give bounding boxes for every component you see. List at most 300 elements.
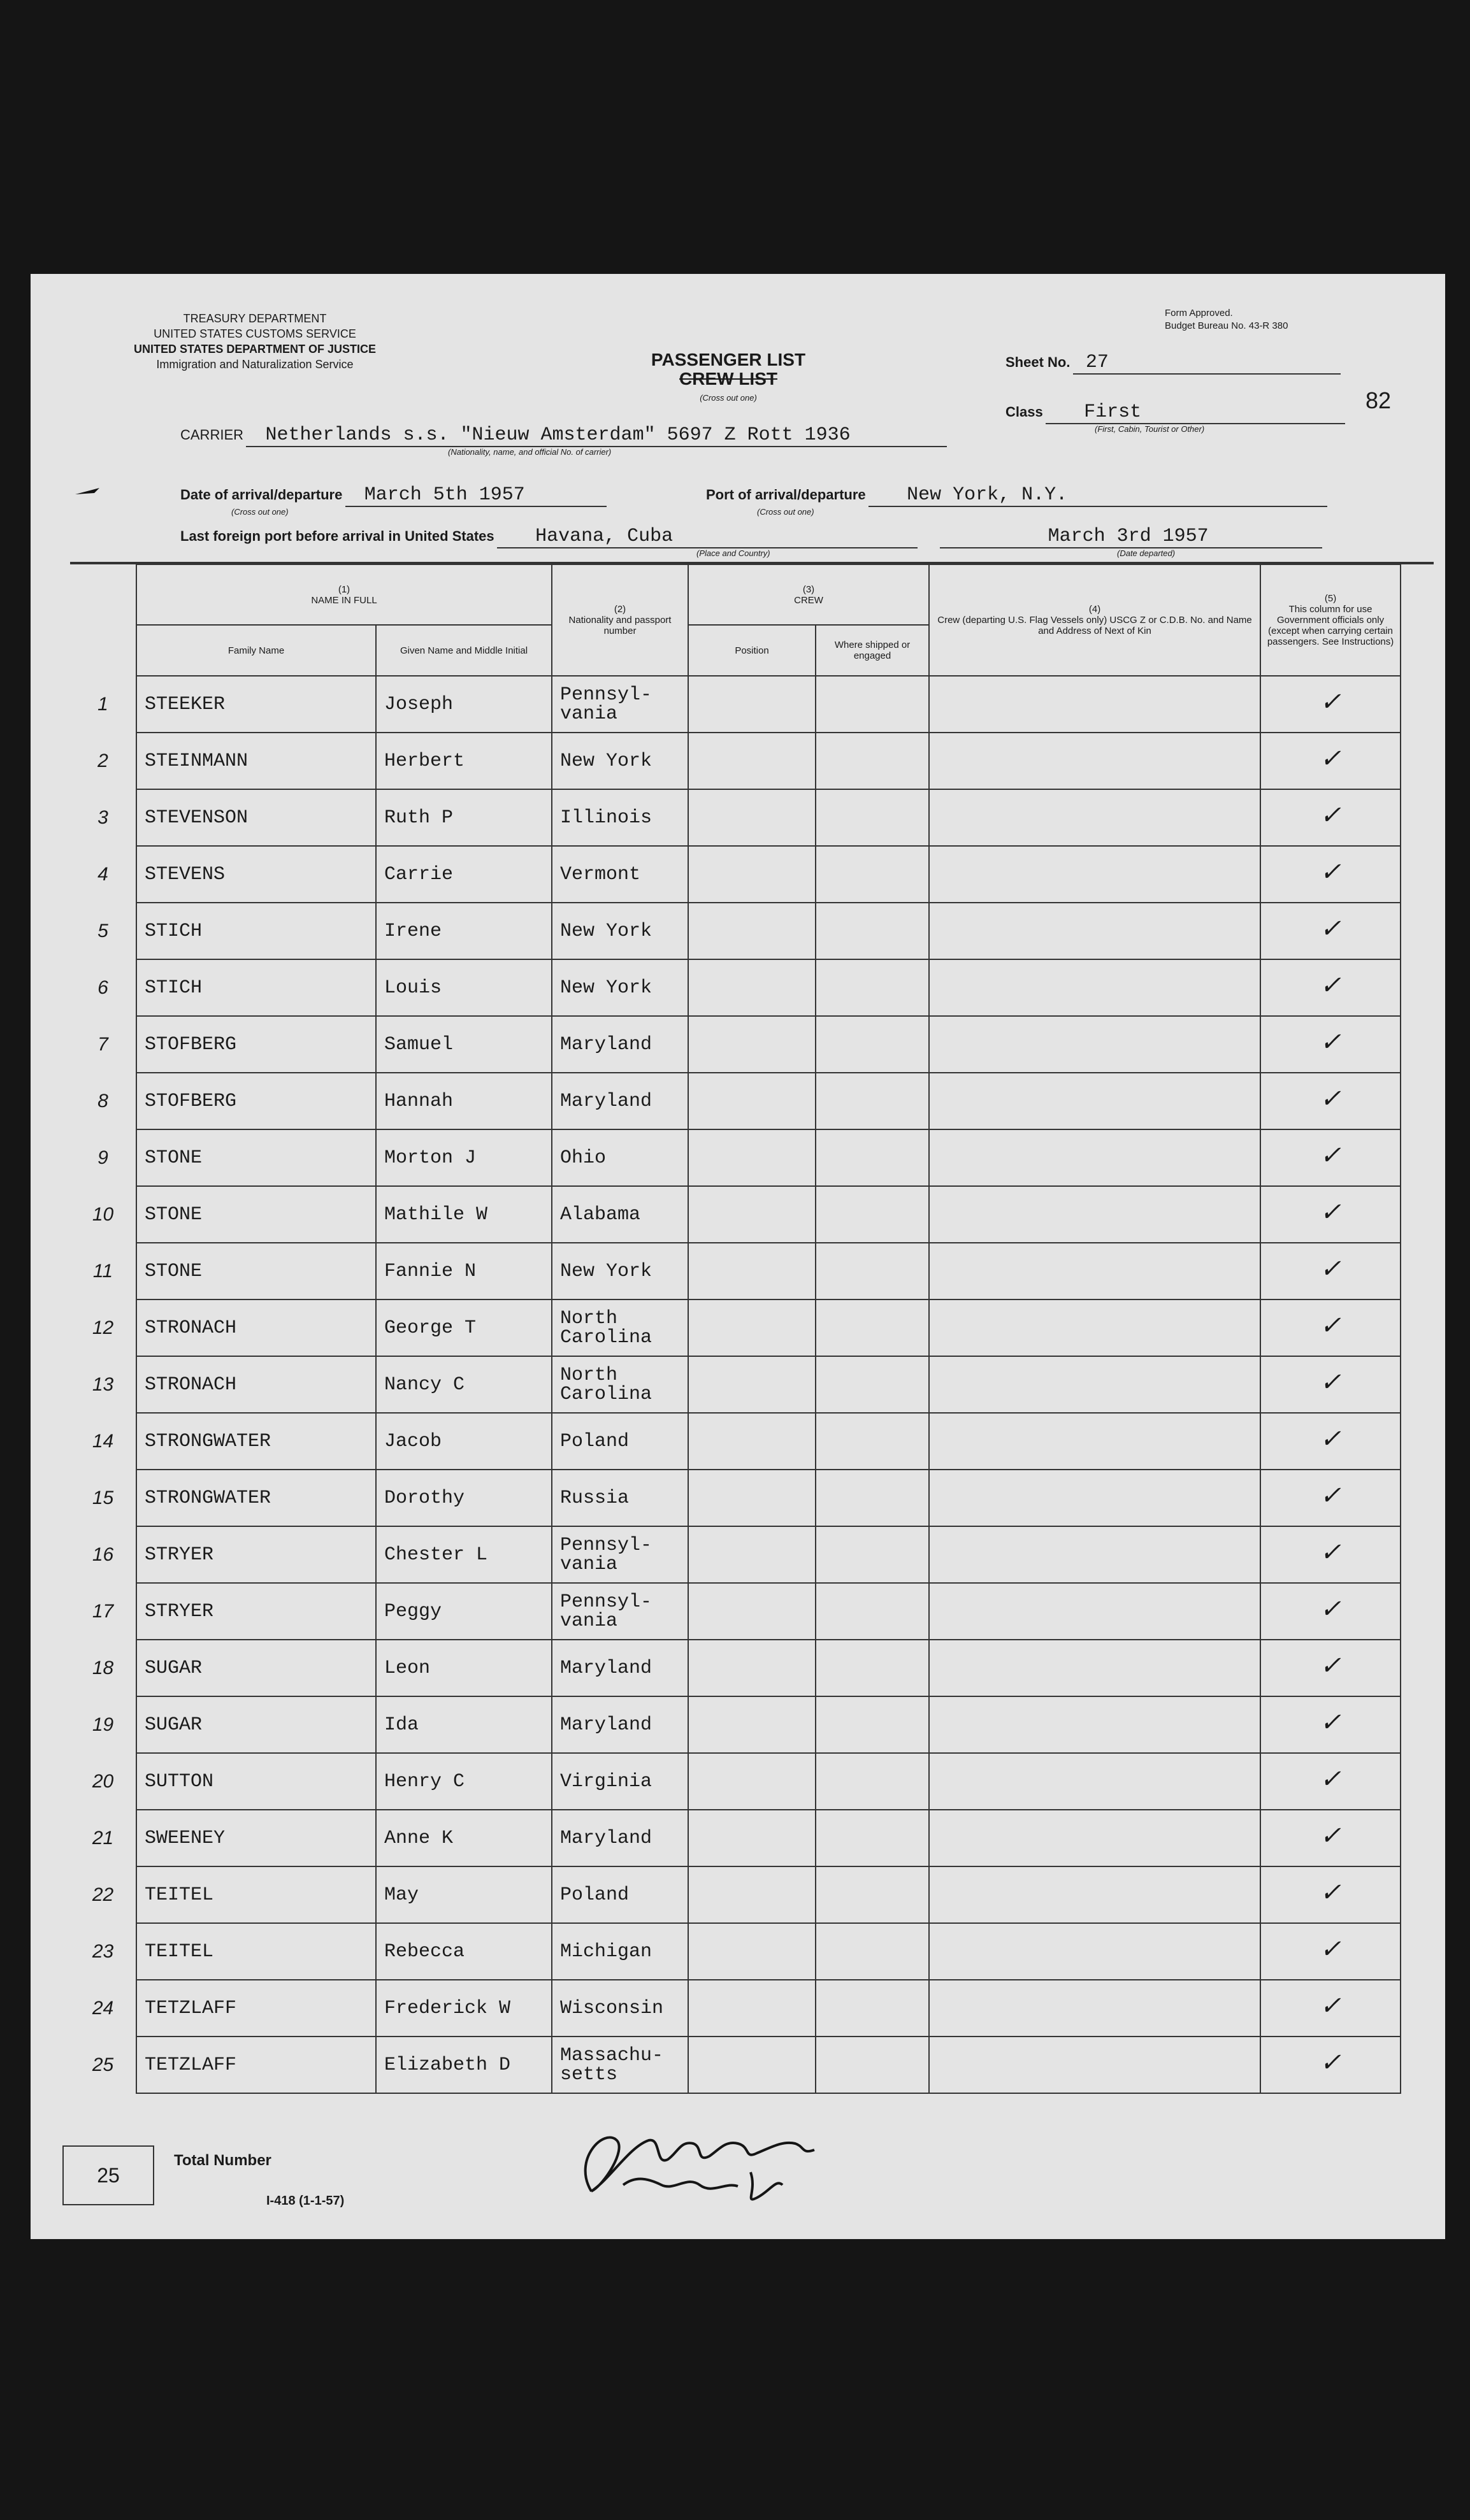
table-row [70,1129,1434,1186]
next-of-kin [929,1866,1260,1923]
government-use-header [1260,564,1401,676]
nationality: Pennsyl- vania [552,676,688,733]
class-label: Class [1005,404,1043,420]
col-3-title: CREW [794,594,823,606]
crew-position [688,1016,816,1073]
table-row [70,1299,1434,1356]
table-row [70,789,1434,846]
margin-cell [1401,1356,1434,1413]
crew-where-shipped [816,789,929,846]
given-name: Fannie N [376,1243,552,1299]
crew-position [688,1980,816,2037]
row-number: 2 [70,733,136,789]
crew-position [688,1923,816,1980]
given-name: Louis [376,959,552,1016]
crew-position [688,959,816,1016]
margin-cell [1401,1413,1434,1470]
carrier-note: (Nationality, name, and official No. of carrier) [448,447,612,457]
family-name: STRONACH [136,1299,376,1356]
row-number: 22 [70,1866,136,1923]
crew-where-shipped [816,1526,929,1583]
nationality: Poland [552,1866,688,1923]
carrier-label: CARRIER [180,427,244,443]
where-shipped-header: Where shipped or engaged [816,625,929,676]
total-number-box: 25 [62,2145,154,2205]
given-name: Ruth P [376,789,552,846]
crew-position [688,1186,816,1243]
government-check: ✓ [1260,1526,1401,1583]
crew-position [688,1526,816,1583]
arrival-label: Date of arrival/departure [180,487,343,503]
crew-position [688,903,816,959]
table-row [70,959,1434,1016]
next-of-kin [929,1526,1260,1583]
row-number: 14 [70,1413,136,1470]
nationality: New York [552,733,688,789]
margin-cell [1401,1980,1434,2037]
table-row [70,1980,1434,2037]
table-row [70,1526,1434,1583]
given-name: Leon [376,1640,552,1696]
col-2-number: (2) [614,604,626,615]
crew-where-shipped [816,1186,929,1243]
table-row [70,1356,1434,1413]
margin-cell [1401,1129,1434,1186]
government-check: ✓ [1260,1866,1401,1923]
nationality: Alabama [552,1186,688,1243]
government-check: ✓ [1260,1753,1401,1810]
table-row [70,1016,1434,1073]
next-of-kin [929,903,1260,959]
nationality: Michigan [552,1923,688,1980]
form-approval [1165,307,1288,333]
crew-position [688,676,816,733]
government-check: ✓ [1260,1696,1401,1753]
given-name: Herbert [376,733,552,789]
family-name: STRYER [136,1583,376,1640]
row-number: 11 [70,1243,136,1299]
nationality: Maryland [552,1016,688,1073]
title-crew-list: CREW LIST [679,369,777,389]
family-name: STONE [136,1243,376,1299]
row-number: 9 [70,1129,136,1186]
given-name: Ida [376,1696,552,1753]
given-name: Anne K [376,1810,552,1866]
margin-cell [1401,676,1434,733]
nationality: Maryland [552,1696,688,1753]
margin-cell [1401,1923,1434,1980]
next-of-kin [929,1583,1260,1640]
government-check: ✓ [1260,1923,1401,1980]
port-of-arrival: New York, N.Y. [868,484,1327,507]
given-name: Henry C [376,1753,552,1810]
port-label: Port of arrival/departure [706,487,866,503]
family-name-header: Family Name [136,625,376,676]
next-of-kin [929,1186,1260,1243]
row-number: 6 [70,959,136,1016]
government-check: ✓ [1260,1299,1401,1356]
margin-cell [1401,1526,1434,1583]
margin-cell [1401,1470,1434,1526]
col-4-title: Crew (departing U.S. Flag Vessels only) USCG Z or C.D.B. No. and Name and Address of Next of Kin [937,615,1252,636]
family-name: STOFBERG [136,1073,376,1129]
margin-cell [1401,1696,1434,1753]
family-name: SUTTON [136,1753,376,1810]
table-row [70,1243,1434,1299]
margin-cell [1401,959,1434,1016]
given-name: Jacob [376,1413,552,1470]
nationality: Maryland [552,1640,688,1696]
next-of-kin [929,1016,1260,1073]
crew-where-shipped [816,1866,929,1923]
margin-cell [1401,733,1434,789]
nationality: Poland [552,1413,688,1470]
table-row [70,1810,1434,1866]
table-row [70,1866,1434,1923]
col-1-title: NAME IN FULL [311,594,377,606]
next-of-kin [929,1980,1260,2037]
family-name: STRYER [136,1526,376,1583]
crew-header [688,564,929,625]
crew-position [688,733,816,789]
margin-cell [1401,789,1434,846]
given-name: Irene [376,903,552,959]
crew-where-shipped [816,1073,929,1129]
row-number: 7 [70,1016,136,1073]
crew-where-shipped [816,1696,929,1753]
family-name: STRONGWATER [136,1413,376,1470]
government-check: ✓ [1260,1470,1401,1526]
nationality: North Carolina [552,1299,688,1356]
next-of-kin [929,1753,1260,1810]
title-passenger-list: PASSENGER LIST [651,350,806,369]
inspector-signature [566,2115,859,2210]
last-port-label: Last foreign port before arrival in United States [180,528,494,544]
margin-cell [1401,1243,1434,1299]
row-number: 19 [70,1696,136,1753]
dept-customs: UNITED STATES CUSTOMS SERVICE [154,327,356,340]
table-row [70,1753,1434,1810]
nationality: Vermont [552,846,688,903]
row-number: 4 [70,846,136,903]
row-number: 10 [70,1186,136,1243]
given-name: Nancy C [376,1356,552,1413]
col-5-title: This column for use Government officials only (except when carrying certain passengers. See Instructions) [1267,604,1394,647]
government-check: ✓ [1260,846,1401,903]
row-number: 21 [70,1810,136,1866]
dept-ins: Immigration and Naturalization Service [156,358,354,371]
page-number: 82 [1366,387,1392,413]
family-name: STONE [136,1186,376,1243]
title-note: (Cross out one) [700,393,757,403]
date-departed-note: (Date departed) [1117,548,1176,558]
family-name: STRONACH [136,1356,376,1413]
crew-position [688,1073,816,1129]
nationality: Wisconsin [552,1980,688,2037]
government-check: ✓ [1260,959,1401,1016]
given-name: Dorothy [376,1470,552,1526]
crew-position [688,1753,816,1810]
margin-cell [1401,1640,1434,1696]
department-header [89,311,421,372]
family-name: STOFBERG [136,1016,376,1073]
crew-where-shipped [816,1810,929,1866]
government-check: ✓ [1260,903,1401,959]
crew-where-shipped [816,1640,929,1696]
margin-cell [1401,1299,1434,1356]
crew-position [688,1413,816,1470]
crew-where-shipped [816,676,929,733]
col-3-number: (3) [802,583,815,595]
crew-position [688,1299,816,1356]
crew-position [688,2037,816,2093]
crew-where-shipped [816,2037,929,2093]
row-number: 12 [70,1299,136,1356]
last-port-note: (Place and Country) [696,548,770,558]
next-of-kin [929,1413,1260,1470]
given-name: Mathile W [376,1186,552,1243]
crew-where-shipped [816,903,929,959]
budget-bureau-text: Budget Bureau No. 43-R 380 [1165,320,1288,331]
given-name: Peggy [376,1583,552,1640]
margin-cell [1401,903,1434,959]
row-number-header [70,564,136,676]
family-name: STICH [136,903,376,959]
government-check: ✓ [1260,1356,1401,1413]
crew-where-shipped [816,959,929,1016]
carrier-field [180,424,1072,457]
family-name: SWEENEY [136,1810,376,1866]
name-in-full-header [136,564,552,625]
family-name: TEITEL [136,1923,376,1980]
row-number: 5 [70,903,136,959]
table-row [70,1073,1434,1129]
margin-cell [1401,1866,1434,1923]
next-of-kin [929,1470,1260,1526]
crew-position [688,1866,816,1923]
table-row [70,1186,1434,1243]
manifest-table [70,564,1434,2094]
given-name: Elizabeth D [376,2037,552,2093]
sheet-number-field [1005,352,1388,375]
nationality: Russia [552,1470,688,1526]
position-header: Position [688,625,816,676]
crew-position [688,1129,816,1186]
margin-cell [1401,1583,1434,1640]
crew-position [688,1470,816,1526]
margin-cell [1401,1186,1434,1243]
row-number: 15 [70,1470,136,1526]
sheet-label: Sheet No. [1005,354,1070,370]
family-name: STEINMANN [136,733,376,789]
date-departed: March 3rd 1957 [940,526,1322,548]
table-row [70,903,1434,959]
next-of-kin [929,1810,1260,1866]
row-number: 24 [70,1980,136,2037]
government-check: ✓ [1260,733,1401,789]
government-check: ✓ [1260,1810,1401,1866]
table-row [70,1583,1434,1640]
next-of-kin [929,1356,1260,1413]
next-of-kin-header [929,564,1260,676]
nationality: Virginia [552,1753,688,1810]
margin-cell [1401,1753,1434,1810]
government-check: ✓ [1260,1980,1401,2037]
nationality: Maryland [552,1810,688,1866]
margin-cell [1401,2037,1434,2093]
margin-mark-icon [74,484,106,497]
next-of-kin [929,1640,1260,1696]
government-check: ✓ [1260,1129,1401,1186]
table-row [70,1696,1434,1753]
col-1-number: (1) [338,583,350,595]
form-number: I-418 (1-1-57) [266,2194,345,2208]
arrival-note: (Cross out one) [231,507,289,517]
crew-position [688,1243,816,1299]
total-number-label: Total Number [174,2152,271,2169]
class-value: First [1046,401,1345,424]
crew-position [688,789,816,846]
family-name: STICH [136,959,376,1016]
family-name: SUGAR [136,1696,376,1753]
next-of-kin [929,676,1260,733]
next-of-kin [929,846,1260,903]
row-number: 17 [70,1583,136,1640]
next-of-kin [929,2037,1260,2093]
given-name: May [376,1866,552,1923]
margin-cell [1401,1016,1434,1073]
given-name: Joseph [376,676,552,733]
given-name: George T [376,1299,552,1356]
port-field [706,484,1407,517]
table-row [70,733,1434,789]
table-row [70,2037,1434,2093]
government-check: ✓ [1260,1413,1401,1470]
given-name: Chester L [376,1526,552,1583]
next-of-kin [929,1696,1260,1753]
given-name: Carrie [376,846,552,903]
nationality: Massachu- setts [552,2037,688,2093]
crew-where-shipped [816,1356,929,1413]
crew-where-shipped [816,1470,929,1526]
last-port-field [180,526,1416,560]
crew-where-shipped [816,846,929,903]
crew-where-shipped [816,1923,929,1980]
government-check: ✓ [1260,1016,1401,1073]
arrival-date: March 5th 1957 [345,484,607,507]
family-name: TETZLAFF [136,1980,376,2037]
row-number: 16 [70,1526,136,1583]
crew-where-shipped [816,1016,929,1073]
family-name: STRONGWATER [136,1470,376,1526]
col-2-title: Nationality and passport number [568,615,672,636]
government-check: ✓ [1260,1583,1401,1640]
margin-cell [1401,1073,1434,1129]
government-check: ✓ [1260,1243,1401,1299]
crew-position [688,1810,816,1866]
crew-where-shipped [816,733,929,789]
nationality: Maryland [552,1073,688,1129]
passenger-list-sheet [31,274,1445,2239]
government-check: ✓ [1260,2037,1401,2093]
next-of-kin [929,1073,1260,1129]
dept-justice: UNITED STATES DEPARTMENT OF JUSTICE [133,343,376,355]
next-of-kin [929,1923,1260,1980]
margin-cell [1401,846,1434,903]
next-of-kin [929,789,1260,846]
family-name: STEVENSON [136,789,376,846]
col-5-number: (5) [1324,593,1337,604]
row-number: 8 [70,1073,136,1129]
port-note: (Cross out one) [757,507,814,517]
next-of-kin [929,959,1260,1016]
family-name: TEITEL [136,1866,376,1923]
form-approved-text: Form Approved. [1165,308,1233,319]
row-number: 18 [70,1640,136,1696]
table-row [70,1923,1434,1980]
government-check: ✓ [1260,789,1401,846]
arrival-date-field [180,484,703,517]
col-4-number: (4) [1088,604,1101,615]
family-name: STONE [136,1129,376,1186]
given-name: Morton J [376,1129,552,1186]
given-name: Rebecca [376,1923,552,1980]
family-name: STEVENS [136,846,376,903]
government-check: ✓ [1260,676,1401,733]
carrier-value: Netherlands s.s. "Nieuw Amsterdam" 5697 Z Rott 1936 [246,424,947,447]
table-row [70,676,1434,733]
given-name: Samuel [376,1016,552,1073]
margin-cell [1401,1810,1434,1866]
sheet-number: 27 [1073,352,1341,375]
nationality: New York [552,959,688,1016]
crew-where-shipped [816,1980,929,2037]
row-number: 20 [70,1753,136,1810]
crew-where-shipped [816,1299,929,1356]
row-number: 25 [70,2037,136,2093]
table-row [70,1470,1434,1526]
row-number: 1 [70,676,136,733]
dept-treasury: TREASURY DEPARTMENT [183,312,327,325]
margin-header [1401,564,1434,676]
next-of-kin [929,1243,1260,1299]
crew-where-shipped [816,1413,929,1470]
crew-position [688,1583,816,1640]
row-number: 13 [70,1356,136,1413]
given-name: Hannah [376,1073,552,1129]
crew-position [688,1356,816,1413]
manifest-table-wrap [70,564,1434,2144]
row-number: 23 [70,1923,136,1980]
next-of-kin [929,1129,1260,1186]
government-check: ✓ [1260,1640,1401,1696]
nationality: New York [552,903,688,959]
family-name: STEEKER [136,676,376,733]
given-name: Frederick W [376,1980,552,2037]
row-number: 3 [70,789,136,846]
given-name-header: Given Name and Middle Initial [376,625,552,676]
table-row [70,1413,1434,1470]
crew-position [688,846,816,903]
nationality: New York [552,1243,688,1299]
last-port-value: Havana, Cuba [497,526,918,548]
crew-where-shipped [816,1243,929,1299]
nationality: Pennsyl- vania [552,1526,688,1583]
nationality: Ohio [552,1129,688,1186]
class-note: (First, Cabin, Tourist or Other) [1095,424,1205,434]
crew-where-shipped [816,1753,929,1810]
table-row [70,1640,1434,1696]
